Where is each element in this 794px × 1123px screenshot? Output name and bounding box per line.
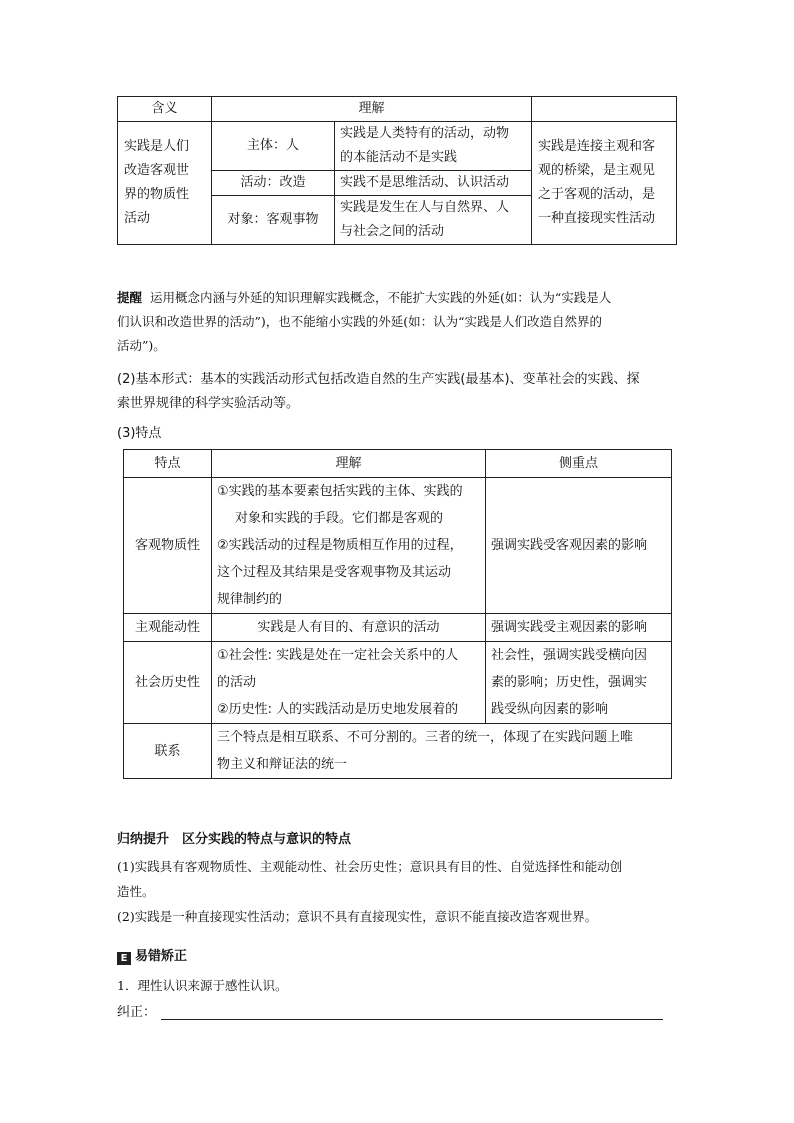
header-meaning: 含义 xyxy=(118,97,212,122)
correct-label: 纠正： xyxy=(117,1005,157,1020)
subject-text xyxy=(335,122,532,171)
feature-understanding xyxy=(212,642,486,724)
focus-line: 强调实践受客观因素的影响 xyxy=(491,538,648,553)
tip-label: 提醒 xyxy=(117,290,143,305)
feature-focus xyxy=(486,478,672,614)
meaning-line: 实践是人们 xyxy=(124,139,190,154)
features-title: (3)特点 xyxy=(117,426,162,441)
header-empty xyxy=(532,97,677,122)
understanding-line: 规律制约的 xyxy=(217,592,283,607)
basic-forms-line: (2)基本形式：基本的实践活动形式包括改造自然的生产实践(最基本)、变革社会的实践、探 xyxy=(117,372,640,387)
note-line: 观的桥梁，是主观见 xyxy=(538,163,656,178)
meaning-cell xyxy=(118,122,212,245)
summary-body xyxy=(117,854,682,929)
meaning-line: 活动 xyxy=(124,211,151,226)
activity-label: 活动：改造 xyxy=(212,171,335,196)
understanding-line: 的活动 xyxy=(217,675,257,690)
errors-title: 易错矫正 xyxy=(135,949,188,964)
table-row xyxy=(118,122,677,171)
link-name: 联系 xyxy=(124,724,212,779)
note-line: 之于客观的活动，是 xyxy=(538,187,656,202)
note-cell xyxy=(532,122,677,245)
summary-title xyxy=(117,828,682,852)
header-understanding: 理解 xyxy=(212,450,486,478)
header-understanding: 理解 xyxy=(212,97,532,122)
practice-meaning-table xyxy=(117,96,677,245)
tip-paragraph xyxy=(117,286,682,358)
feature-understanding xyxy=(212,478,486,614)
basic-forms-paragraph xyxy=(117,368,682,416)
link-text xyxy=(212,724,672,779)
link-line: 三个特点是相互联系、不可分割的。三者的统一，体现了在实践问题上唯 xyxy=(217,730,634,745)
activity-text-line: 实践不是思维活动、认识活动 xyxy=(340,175,510,190)
object-label: 对象：客观事物 xyxy=(212,196,335,245)
link-line: 物主义和辩证法的统一 xyxy=(217,757,348,772)
understanding-line: 对象和实践的手段。它们都是客观的 xyxy=(235,511,444,526)
table-row xyxy=(124,724,672,779)
table-header-row xyxy=(124,450,672,478)
focus-line: 素的影响；历史性，强调实 xyxy=(491,675,648,690)
understanding-line: ①社会性: 实践是处在一定社会关系中的人 xyxy=(217,648,459,663)
subject-text-line: 的本能活动不是实践 xyxy=(340,150,458,165)
object-text xyxy=(335,196,532,245)
practice-features-table xyxy=(123,449,672,779)
note-line: 一种直接现实性活动 xyxy=(538,211,656,226)
meaning-line: 改造客观世 xyxy=(124,163,190,178)
answer-line[interactable] xyxy=(161,1019,663,1020)
feature-focus: 强调实践受主观因素的影响 xyxy=(486,614,672,642)
table-row xyxy=(124,478,672,614)
understanding-line: ②实践活动的过程是物质相互作用的过程， xyxy=(217,538,463,553)
header-feature: 特点 xyxy=(124,450,212,478)
focus-line: 践受纵向因素的影响 xyxy=(491,702,609,717)
subject-label: 主体：人 xyxy=(212,122,335,171)
feature-name: 社会历史性 xyxy=(124,642,212,724)
activity-text xyxy=(335,171,532,196)
summary-heading: 归纳提升 区分实践的特点与意识的特点 xyxy=(117,832,352,847)
object-text-line: 实践是发生在人与自然界、人 xyxy=(340,200,510,215)
section-e-icon: E xyxy=(117,952,131,965)
summary-line: (2)实践是一种直接现实性活动；意识不具有直接现实性，意识不能直接改造客观世界。 xyxy=(117,909,598,924)
tip-line: 们认识和改造世界的活动”)，也不能缩小实践的外延(如：认为“实践是人们改造自然界的 xyxy=(117,314,603,329)
feature-name: 客观物质性 xyxy=(124,478,212,614)
subject-text-line: 实践是人类特有的活动，动物 xyxy=(340,126,510,141)
errors-heading xyxy=(117,945,682,969)
basic-forms-line: 索世界规律的科学实验活动等。 xyxy=(117,396,300,411)
feature-name: 主观能动性 xyxy=(124,614,212,642)
object-text-line: 与社会之间的活动 xyxy=(340,224,445,239)
table-row xyxy=(124,614,672,642)
tip-line: 活动”)。 xyxy=(117,338,166,353)
tip-line xyxy=(117,286,682,310)
error-item-1: 1．理性认识来源于感性认识。 xyxy=(117,978,288,993)
tip-text: 运用概念内涵与外延的知识理解实践概念，不能扩大实践的外延(如：认为“实践是人 xyxy=(150,290,612,305)
focus-line: 社会性，强调实践受横向因 xyxy=(491,648,648,663)
table-row xyxy=(124,642,672,724)
note-line: 实践是连接主观和客 xyxy=(538,139,656,154)
meaning-line: 界的物质性 xyxy=(124,187,190,202)
summary-line: 造性。 xyxy=(117,884,155,899)
feature-understanding: 实践是人有目的、有意识的活动 xyxy=(212,614,486,642)
understanding-line: 这个过程及其结果是受客观事物及其运动 xyxy=(217,565,452,580)
understanding-line: ①实践的基本要素包括实践的主体、实践的 xyxy=(217,484,463,499)
understanding-line: ②历史性: 人的实践活动是历史地发展着的 xyxy=(217,702,459,717)
feature-focus xyxy=(486,642,672,724)
header-focus: 侧重点 xyxy=(486,450,672,478)
table-header-row xyxy=(118,97,677,122)
summary-line: (1)实践具有客观物质性、主观能动性、社会历史性；意识具有目的性、自觉选择性和能动创 xyxy=(117,859,623,874)
